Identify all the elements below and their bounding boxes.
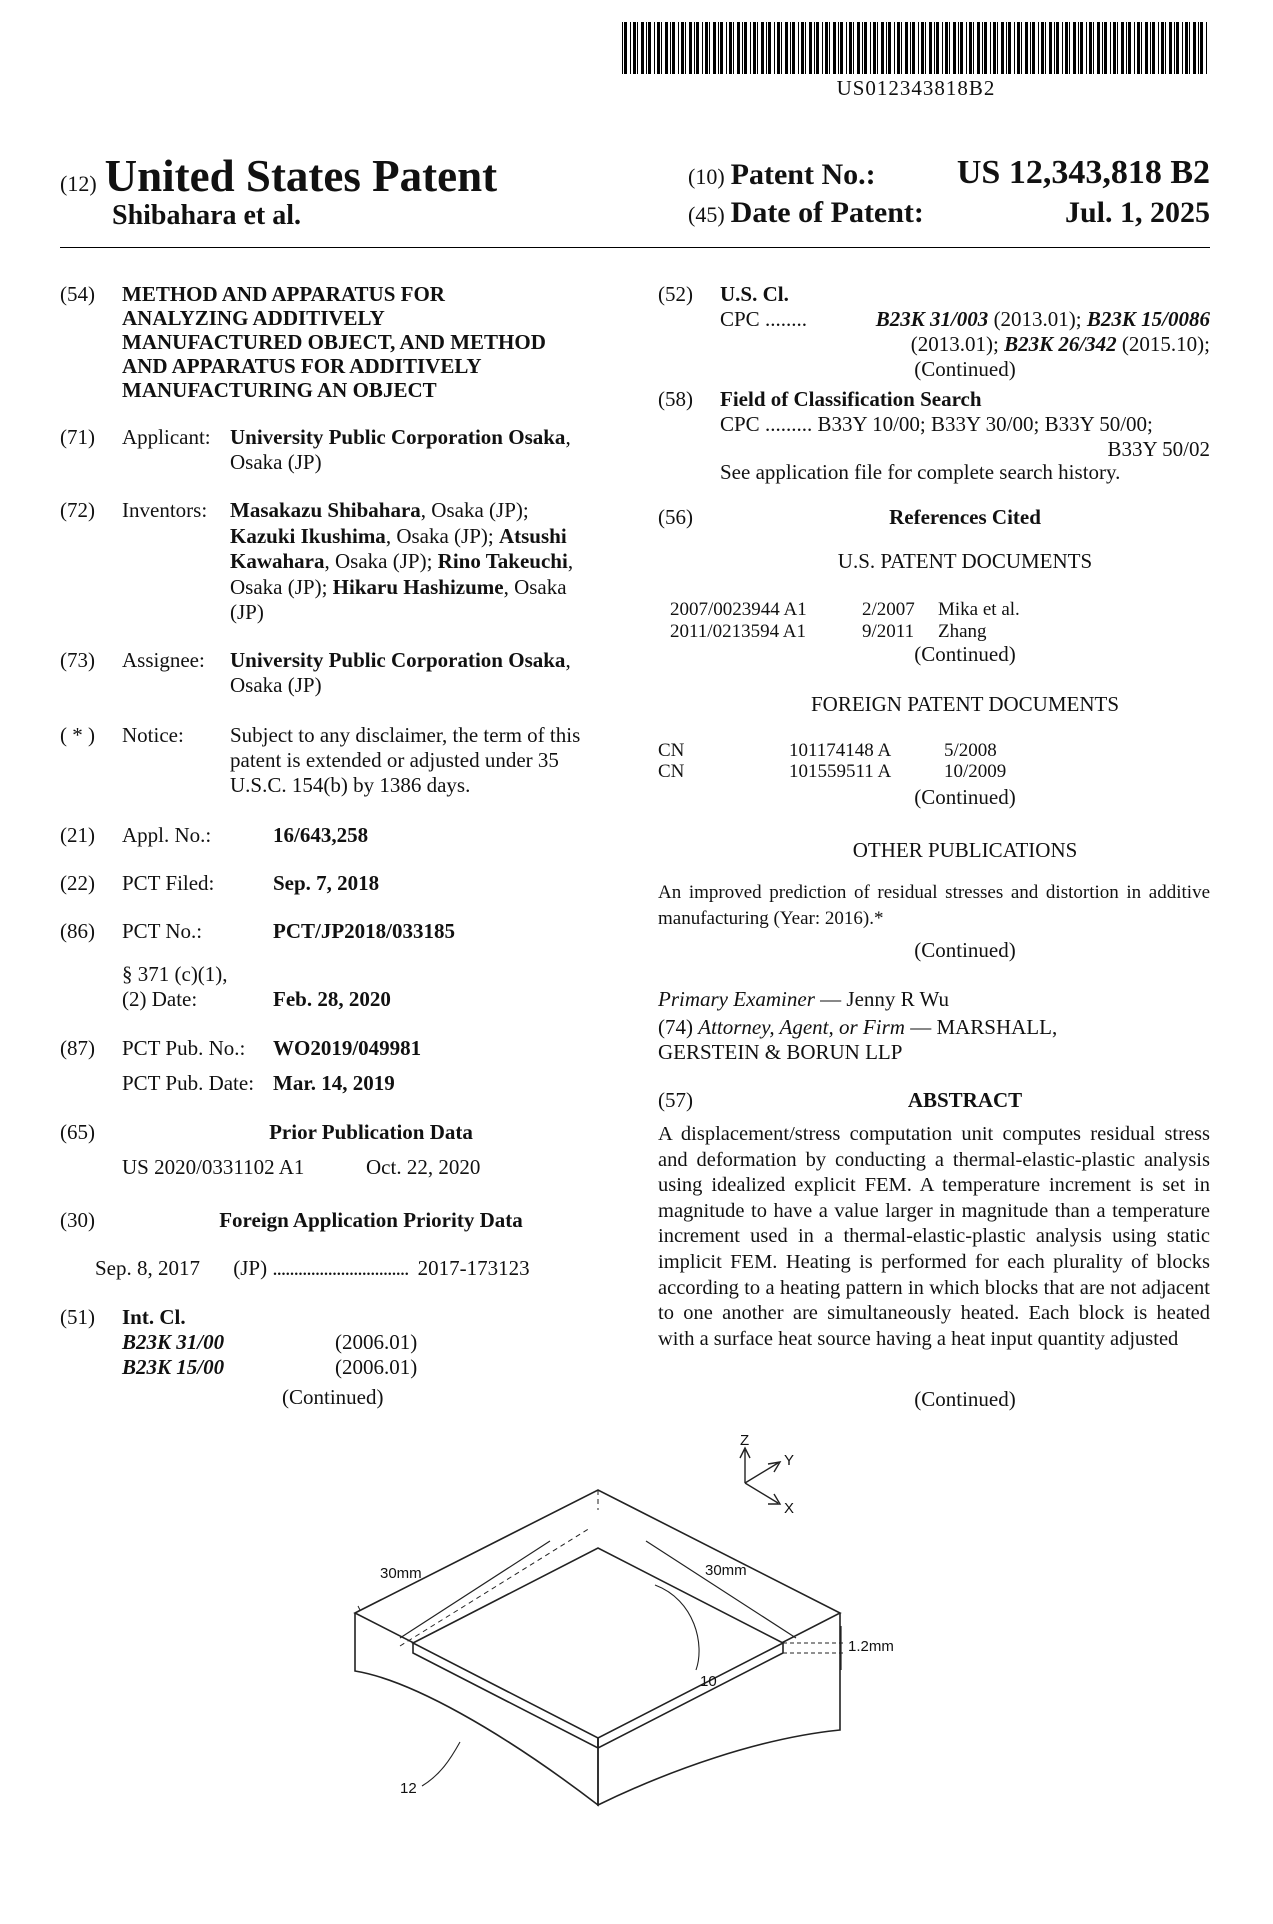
barcode-bar: [665, 22, 668, 74]
abstract-heading-row: (57) ABSTRACT: [658, 1088, 1210, 1113]
barcode-bar: [1189, 22, 1190, 74]
title-line: AND APPARATUS FOR ADDITIVELY: [122, 354, 482, 378]
s371-row: § 371 (c)(1), (2) Date: Feb. 28, 2020: [122, 962, 391, 1011]
barcode-bar: [966, 22, 967, 74]
barcode-bar: [709, 22, 710, 74]
barcode-bar: [840, 22, 843, 74]
barcode-bar: [1014, 22, 1015, 74]
references-section: (56) References Cited U.S. PATENT DOCUMENTS 2007/0023944 A1 2/2007 Mika et al. 2011/0213594 A1 9/2011 Zhang (Continued) FOREIGN PATENT DOCUMENTS CN 101174148 A 5/2008 CN 101559511 A 10/2009 (Continued) OTHER PUBLICATIONS: [658, 505, 1120, 862]
barcode-bar: [646, 22, 647, 74]
barcode-bar: [1025, 22, 1028, 74]
patent-number: US 12,343,818 B2: [956, 154, 1210, 191]
barcode-bar: [862, 22, 863, 74]
barcode-bar: [982, 22, 983, 74]
barcode-bar: [993, 22, 996, 74]
barcode-bar: [814, 22, 815, 74]
barcode-bar: [1030, 22, 1031, 74]
barcode-bar: [1038, 22, 1039, 74]
barcode-bar: [1182, 22, 1183, 74]
us-ref-row: 2007/0023944 A1 2/2007 Mika et al.: [670, 599, 1020, 620]
barcode-bar: [910, 22, 911, 74]
us-ref-row: 2011/0213594 A1 9/2011 Zhang: [670, 621, 987, 642]
barcode-bar: [894, 22, 895, 74]
barcode-bar: [1134, 22, 1135, 74]
barcode-bar: [849, 22, 852, 74]
barcode-bar: [838, 22, 839, 74]
header-rule: [60, 247, 1210, 248]
barcode-bar: [1161, 22, 1164, 74]
patent-date: Jul. 1, 2025: [1064, 196, 1210, 229]
figure-drawing: [355, 1448, 845, 1805]
barcode-bar: [761, 22, 764, 74]
abstract-text: A displacement/stress computation unit computes residual stress and deformation by conducting a thermal-elastic-plastic analysis using idealized explicit FEM. A temperature increment is set in magnitude to have a value larger in magnitude than a temperature increment used in a thermal-elastic-plastic analysis using static implicit FEM. Heating is performed for each plurality of blocks according to a heating pattern in which blocks that are not adjacent to one another are simultaneously heated. Each block is heated with a surface heat source having a heat input quantity adjusted: [658, 1123, 1210, 1350]
barcode-bar: [637, 22, 638, 74]
barcode-bar: [742, 22, 743, 74]
barcode-bar: [1169, 22, 1172, 74]
assignee-name: University Public Corporation Osaka: [230, 648, 566, 672]
barcode-bar: [1045, 22, 1046, 74]
barcode-bar: [816, 22, 819, 74]
barcode-bar: [1176, 22, 1179, 74]
barcode-bar: [1110, 22, 1111, 74]
barcode-bar: [1017, 22, 1020, 74]
barcode-bar: [1141, 22, 1142, 74]
dim-left-label: 30mm: [380, 1565, 422, 1582]
barcode-bar: [718, 22, 719, 74]
barcode-bar: [1001, 22, 1004, 74]
ref-label-object: 10: [700, 1673, 717, 1690]
barcode-bar: [624, 22, 627, 74]
barcode-bar: [648, 22, 651, 74]
foreign-ref-row: CN 101174148 A 5/2008: [658, 740, 997, 761]
barcode-bar: [1078, 22, 1079, 74]
barcode-bar: [977, 22, 980, 74]
barcode-bar: [1198, 22, 1199, 74]
barcode-bar: [921, 22, 924, 74]
barcode-bar: [912, 22, 915, 74]
dim-right-label: 30mm: [705, 1562, 747, 1579]
barcode-bar: [877, 22, 878, 74]
barcode-bar: [949, 22, 950, 74]
leader-12: [422, 1742, 460, 1786]
barcode-bar: [945, 22, 948, 74]
barcode-bar: [925, 22, 926, 74]
barcode-bar: [825, 22, 828, 74]
barcode-bar: [713, 22, 716, 74]
barcode-bar: [798, 22, 799, 74]
barcode-bar: [918, 22, 919, 74]
barcode-bar: [809, 22, 812, 74]
barcode-bar: [1165, 22, 1166, 74]
barcode-bar: [670, 22, 671, 74]
barcode-bar: [958, 22, 959, 74]
field-of-search-section: (58) Field of Classification Search CPC ......... B33Y 10/00; B33Y 30/00; B33Y 50/00; B33Y 50/02 See application file for complete search history.: [658, 387, 1210, 484]
barcode-bar: [737, 22, 740, 74]
barcode-bar: [1126, 22, 1127, 74]
barcode-bar: [1113, 22, 1116, 74]
barcode-bar: [1104, 22, 1107, 74]
barcode-bar: [1145, 22, 1148, 74]
other-publication: An improved prediction of residual stresses and distortion in additive manufacturing (Year: 2016).*: [658, 882, 1210, 929]
barcode: [622, 22, 1210, 74]
prior-pub-section: (65) Prior Publication Data US 2020/0331102 A1 Oct. 22, 2020: [60, 1120, 481, 1179]
barcode-bar: [657, 22, 660, 74]
barcode-bar: [886, 22, 887, 74]
barcode-bar: [774, 22, 775, 74]
barcode-bar: [822, 22, 823, 74]
barcode-bar: [785, 22, 788, 74]
barcode-bar: [829, 22, 830, 74]
barcode-bar: [888, 22, 891, 74]
dim-height-extension: [783, 1643, 845, 1653]
barcode-bar: [1193, 22, 1196, 74]
barcode-bar: [1008, 22, 1011, 74]
barcode-bar: [729, 22, 732, 74]
barcode-bar: [1073, 22, 1076, 74]
barcode-bar: [622, 22, 623, 74]
foreign-ref-row: CN 101559511 A 10/2009: [658, 761, 1007, 782]
barcode-bar: [1086, 22, 1087, 74]
patent-number-label: Patent No.:: [730, 158, 876, 191]
barcode-bar: [1174, 22, 1175, 74]
axis-z-label: Z: [740, 1432, 750, 1449]
barcode-bar: [901, 22, 902, 74]
barcode-number: US012343818B2: [836, 76, 996, 100]
title-line: MANUFACTURING AN OBJECT: [122, 378, 437, 402]
barcode-bar: [1128, 22, 1131, 74]
applicant-name: University Public Corporation Osaka: [230, 425, 566, 449]
barcode-bar: [801, 22, 804, 74]
barcode-bar: [969, 22, 972, 74]
barcode-bar: [1065, 22, 1068, 74]
barcode-bar: [870, 22, 871, 74]
barcode-bar: [641, 22, 644, 74]
barcode-bar: [1089, 22, 1092, 74]
barcode-bar: [953, 22, 956, 74]
dim-height-label: 1.2mm: [848, 1638, 894, 1655]
ref-label-base: 12: [400, 1780, 417, 1797]
patent-number-row: (10) Patent No.: US 12,343,818 B2: [688, 154, 1210, 191]
barcode-bar: [1093, 22, 1094, 74]
barcode-bar: [990, 22, 991, 74]
primary-examiner: Primary Examiner — Jenny R Wu: [658, 987, 949, 1011]
barcode-bar: [696, 22, 699, 74]
barcode-bar: [1021, 22, 1022, 74]
barcode-bar: [733, 22, 734, 74]
barcode-bar: [984, 22, 987, 74]
barcode-bar: [777, 22, 780, 74]
barcode-bar: [750, 22, 751, 74]
barcode-bar: [1206, 22, 1207, 74]
barcode-bar: [1150, 22, 1151, 74]
barcode-bar: [694, 22, 695, 74]
barcode-bar: [934, 22, 935, 74]
barcode-bar: [726, 22, 727, 74]
barcode-bar: [1117, 22, 1118, 74]
barcode-bar: [1200, 22, 1203, 74]
barcode-bar: [864, 22, 867, 74]
barcode-bar: [1032, 22, 1035, 74]
axis-y-label: Y: [784, 1452, 795, 1469]
barcode-bar: [678, 22, 679, 74]
barcode-bar: [753, 22, 756, 74]
axis-x-label: X: [784, 1500, 795, 1517]
barcode-bar: [1056, 22, 1059, 74]
appl-no: 16/643,258: [273, 823, 369, 847]
kind-code: (12): [60, 171, 97, 196]
barcode-bar: [846, 22, 847, 74]
barcode-bar: [833, 22, 836, 74]
title-line: METHOD AND APPARATUS FOR: [122, 282, 445, 306]
barcode-bar: [681, 22, 684, 74]
title-section: (54) METHOD AND APPARATUS FOR ANALYZING ADDITIVELY MANUFACTURED OBJECT, AND METHOD AND APPARATUS FOR ADDITIVELY MANUFACTURING AN OBJECT: [60, 282, 620, 402]
barcode-bar: [661, 22, 662, 74]
barcode-bar: [1097, 22, 1100, 74]
barcode-bar: [672, 22, 675, 74]
barcode-bar: [757, 22, 758, 74]
barcode-bar: [1049, 22, 1052, 74]
us-cl-section: (52) U.S. Cl. CPC ........ B23K 31/003 (2013.01); B23K 15/0086 (2013.01); B23K 26/342 (2015.10); (Continued): [658, 282, 1210, 381]
barcode-bar: [857, 22, 860, 74]
axis-y-arrow: [745, 1462, 780, 1483]
barcode-bar: [1069, 22, 1070, 74]
inventors-section: (72) Inventors: Masakazu Shibahara, Osaka (JP); Kazuki Ikushima, Osaka (JP); Atsushi Kawahara, Osaka (JP); Rino Takeuchi, Osaka (JP); Hikaru Hashizume, Osaka (JP): [60, 498, 574, 624]
foreign-priority-section: (30) Foreign Application Priority Data Sep. 8, 2017 (JP) ................................ 2017-173123: [60, 1208, 530, 1280]
barcode-bar: [997, 22, 998, 74]
patent-figure: [300, 1430, 1000, 1915]
applicant-section: (71) Applicant: University Public Corporation Osaka, Osaka (JP): [60, 425, 571, 474]
attorney: (74) Attorney, Agent, or Firm — MARSHALL, GERSTEIN & BORUN LLP: [658, 1015, 1058, 1064]
barcode-bar: [1006, 22, 1007, 74]
barcode-bar: [905, 22, 908, 74]
barcode-bar: [1185, 22, 1188, 74]
barcode-bar: [881, 22, 884, 74]
barcode-bar: [1080, 22, 1083, 74]
abstract-heading: ABSTRACT: [907, 1088, 1023, 1112]
barcode-bar: [1041, 22, 1044, 74]
barcode-bar: [792, 22, 795, 74]
patent-date-label: Date of Patent:: [730, 196, 924, 229]
barcode-bar: [873, 22, 876, 74]
barcode-bar: [929, 22, 932, 74]
patent-date-row: (45) Date of Patent: Jul. 1, 2025: [688, 196, 1210, 229]
barcode-bar: [766, 22, 767, 74]
int-cl-section: (51) Int. Cl. B23K 31/00 (2006.01) B23K 15/00 (2006.01) (Continued): [60, 1305, 418, 1409]
barcode-bar: [942, 22, 943, 74]
barcode-bar: [1137, 22, 1140, 74]
axis-z-arrow: [740, 1448, 750, 1483]
barcode-bar: [633, 22, 636, 74]
title-line: MANUFACTURED OBJECT, AND METHOD: [122, 330, 546, 354]
barcode-bar: [973, 22, 974, 74]
barcode-bar: [853, 22, 854, 74]
barcode-bar: [744, 22, 747, 74]
barcode-bar: [936, 22, 939, 74]
authors: Shibahara et al.: [112, 200, 302, 231]
document-title: (12) United States Patent: [60, 151, 498, 201]
barcode-bar: [689, 22, 692, 74]
barcode-bar: [1158, 22, 1159, 74]
barcode-bar: [1121, 22, 1124, 74]
barcode-bar: [654, 22, 655, 74]
notice-section: ( * ) Notice: Subject to any disclaimer, the term of this patent is extended or adjusted under 35 U.S.C. 154(b) by 1386 days.: [60, 723, 581, 797]
barcode-bar: [897, 22, 900, 74]
barcode-bar: [768, 22, 771, 74]
barcode-bar: [790, 22, 791, 74]
barcode-bar: [1102, 22, 1103, 74]
barcode-bar: [960, 22, 963, 74]
barcode-bar: [1152, 22, 1155, 74]
invention-title: [122, 282, 620, 402]
barcode-bar: [720, 22, 723, 74]
barcode-bar: [705, 22, 708, 74]
title-line: ANALYZING ADDITIVELY: [122, 306, 385, 330]
barcode-bar: [1054, 22, 1055, 74]
barcode-bar: [702, 22, 703, 74]
barcode-bar: [805, 22, 806, 74]
barcode-bar: [685, 22, 686, 74]
barcode-bar: [781, 22, 782, 74]
barcode-bar: [630, 22, 631, 74]
assignee-section: (73) Assignee: University Public Corporation Osaka, Osaka (JP): [60, 648, 571, 697]
axis-x-arrow: [745, 1483, 780, 1504]
barcode-bar: [1062, 22, 1063, 74]
